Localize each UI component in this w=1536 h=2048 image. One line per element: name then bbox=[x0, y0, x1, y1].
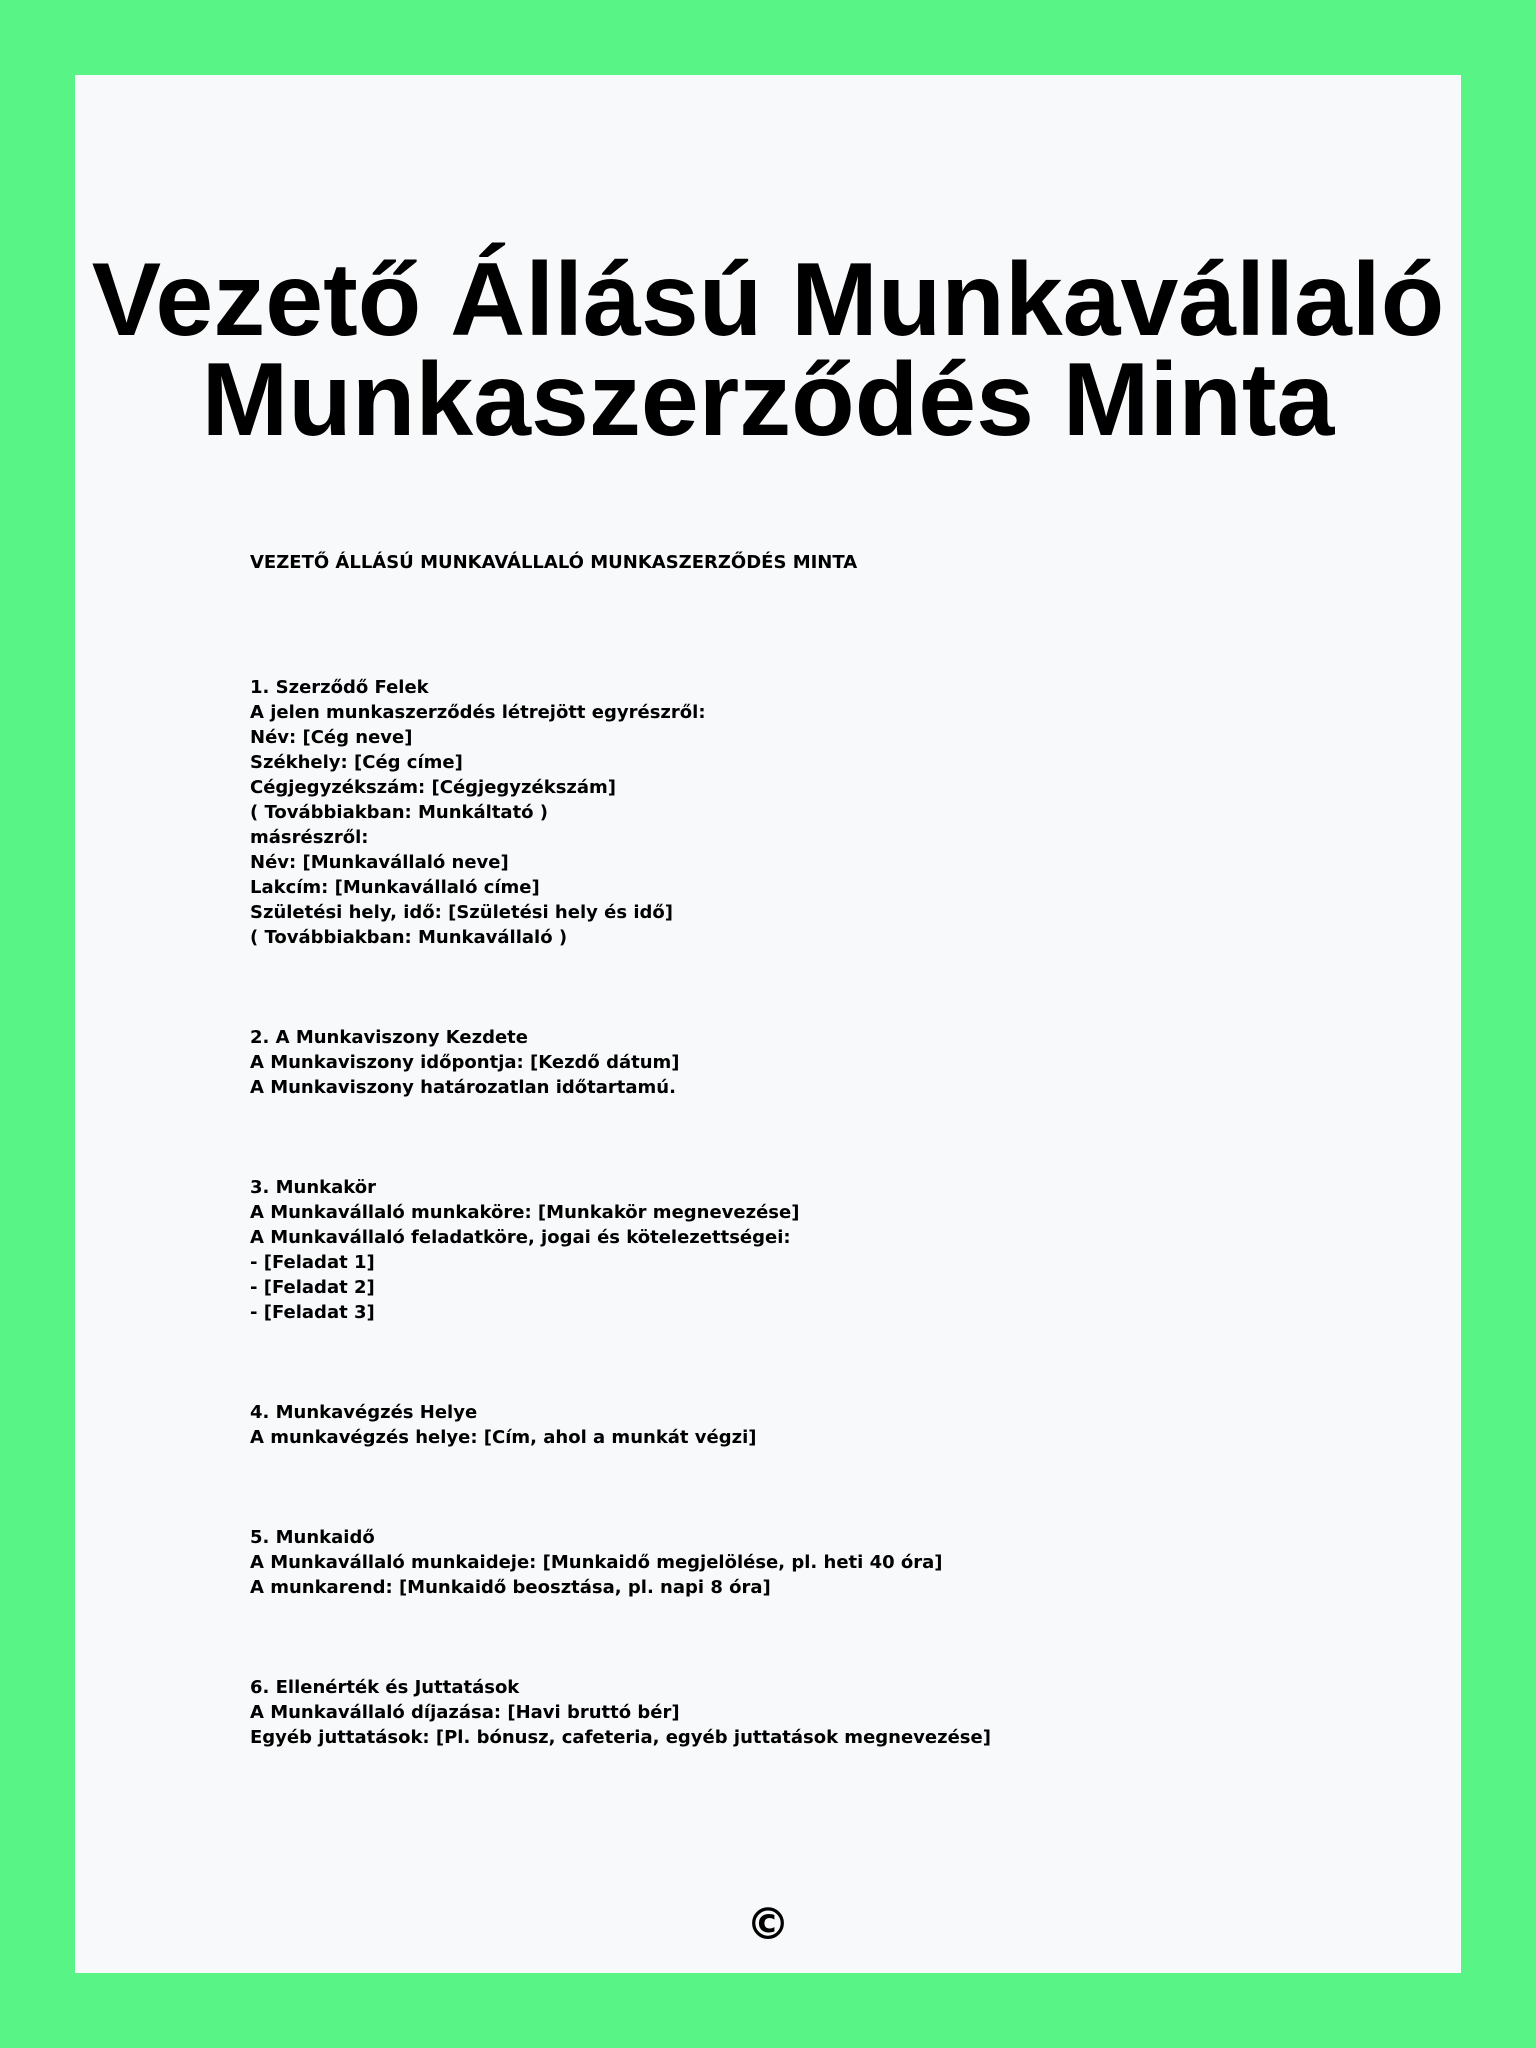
section-line: - [Feladat 1] bbox=[250, 1252, 375, 1273]
section-line: - [Feladat 3] bbox=[250, 1302, 375, 1323]
section-parties bbox=[250, 675, 1350, 950]
section-line: A Munkaviszony időpontja: [Kezdő dátum] bbox=[250, 1052, 680, 1073]
section-line: A Munkavállaló munkaköre: [Munkakör megnevezése] bbox=[250, 1202, 800, 1223]
section-job-role bbox=[250, 1175, 1350, 1325]
section-title: 1. Szerződő Felek bbox=[250, 677, 429, 698]
section-line: Egyéb juttatások: [Pl. bónusz, cafeteria, egyéb juttatások megnevezése] bbox=[250, 1727, 991, 1748]
section-line: Név: [Munkavállaló neve] bbox=[250, 852, 509, 873]
section-line: A Munkavállaló feladatköre, jogai és kötelezettségei: bbox=[250, 1227, 791, 1248]
page-title-line-2: Munkaszerződés Minta bbox=[201, 342, 1335, 458]
section-line: Cégjegyzékszám: [Cégjegyzékszám] bbox=[250, 777, 617, 798]
section-line: A munkavégzés helye: [Cím, ahol a munkát végzi] bbox=[250, 1427, 757, 1448]
section-line: Születési hely, idő: [Születési hely és idő] bbox=[250, 902, 673, 923]
page-title bbox=[75, 242, 1461, 458]
copyright-icon: © bbox=[746, 1899, 790, 1950]
section-title: 4. Munkavégzés Helye bbox=[250, 1402, 478, 1423]
section-line: A jelen munkaszerződés létrejött egyrészről: bbox=[250, 702, 706, 723]
section-line: másrészről: bbox=[250, 827, 369, 848]
document-page bbox=[75, 75, 1461, 1973]
section-work-location bbox=[250, 1400, 1350, 1450]
section-line: - [Feladat 2] bbox=[250, 1277, 375, 1298]
section-working-hours bbox=[250, 1525, 1350, 1600]
section-title: 3. Munkakör bbox=[250, 1177, 377, 1198]
section-line: Lakcím: [Munkavállaló címe] bbox=[250, 877, 540, 898]
section-employment-start bbox=[250, 1025, 1350, 1100]
section-title: 6. Ellenérték és Juttatások bbox=[250, 1677, 520, 1698]
section-compensation bbox=[250, 1675, 1350, 1750]
section-line: A Munkaviszony határozatlan időtartamú. bbox=[250, 1077, 676, 1098]
section-line: A Munkavállaló díjazása: [Havi bruttó bér] bbox=[250, 1702, 680, 1723]
section-line: A munkarend: [Munkaidő beosztása, pl. napi 8 óra] bbox=[250, 1577, 771, 1598]
contract-body bbox=[250, 550, 1350, 1750]
section-line: A Munkavállaló munkaideje: [Munkaidő megjelölése, pl. heti 40 óra] bbox=[250, 1552, 943, 1573]
section-line: ( Továbbiakban: Munkavállaló ) bbox=[250, 927, 568, 948]
section-title: 2. A Munkaviszony Kezdete bbox=[250, 1027, 528, 1048]
section-line: Székhely: [Cég címe] bbox=[250, 752, 463, 773]
contract-heading: VEZETŐ ÁLLÁSÚ MUNKAVÁLLALÓ MUNKASZERZŐDÉS MINTA bbox=[250, 552, 858, 573]
section-line: Név: [Cég neve] bbox=[250, 727, 413, 748]
page-title-line-1: Vezető Állású Munkavállaló bbox=[91, 242, 1445, 358]
section-line: ( Továbbiakban: Munkáltató ) bbox=[250, 802, 549, 823]
section-title: 5. Munkaidő bbox=[250, 1527, 375, 1548]
